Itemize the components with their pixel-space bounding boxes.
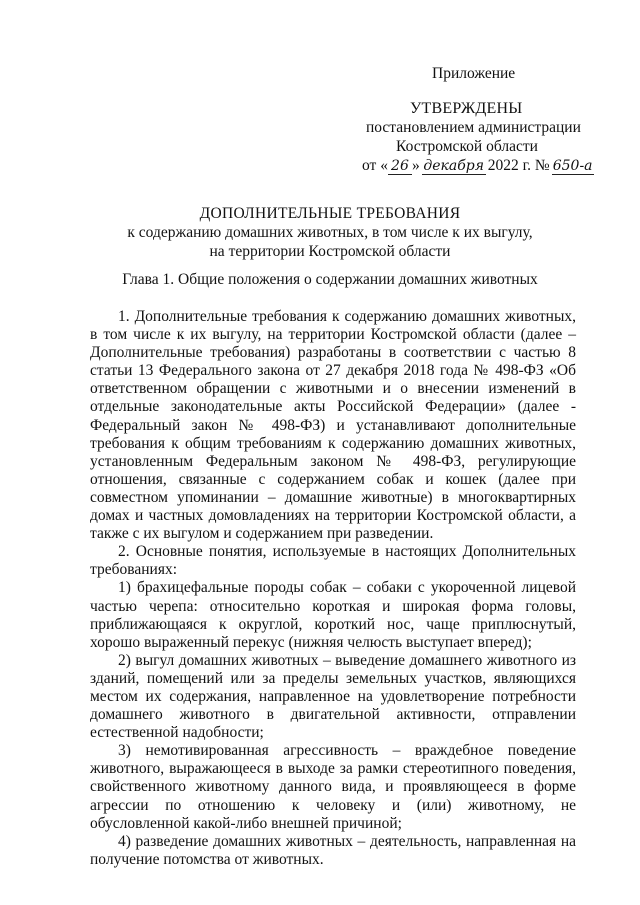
decree-line-1: постановлением администрации (366, 119, 581, 136)
body-text (90, 308, 576, 869)
chapter-heading: Глава 1. Общие положения о содержании домашних животных (122, 271, 538, 288)
decree-date-line (340, 156, 610, 175)
paragraph-3: 1) брахицефальные породы собак – собаки с укороченной лицевой частью черепа: относительно короткая и широкая форма головы, приближающаяся к округлой, короткий нос, чаще приплюснутый, хорошо выраженный перекус (нижняя челюсть выступает вперед); (90, 579, 576, 651)
title-line-3: на территории Костромской области (209, 243, 451, 260)
title-line-1: ДОПОЛНИТЕЛЬНЫЕ ТРЕБОВАНИЯ (199, 205, 461, 222)
approved-label: УТВЕРЖДЕНЫ (410, 100, 523, 117)
date-prefix: от « (362, 157, 388, 174)
paragraph-1: 1. Дополнительные требования к содержанию домашних животных, в том числе к их выгулу, на территории Костромской области (далее – Дополнительные требования) разработаны в соответствии с частью 8 статьи 13 Федерального закона от 27 декабря 2018 года № 498-ФЗ «Об ответственном обращении с животными и о внесении изменений в отдельные законодательные акты Российской Федерации» (далее - Федеральный закон № 498-ФЗ) и устанавливают дополнительные требования к общим требованиям к содержанию домашних животных, установленным Федеральным законом № 498-ФЗ, регулирующие отношения, связанные с содержанием собак и кошек (далее при совместном упоминании – домашние животные) в многоквартирных домах и частных домовладениях на территории Костромской области, а также с их выгулом и содержанием при разведении. (90, 308, 576, 543)
handwritten-month: декабря (423, 158, 485, 174)
title-line-2: к содержанию домашних животных, в том числе к их выгулу, (127, 224, 533, 241)
paragraph-5: 3) немотивированная агрессивность – враждебное поведение животного, выражающееся в выходе за рамки стереотипного поведения, свойственного животному данного вида, и проявляющееся в форме агрессии по отношению к человеку и (или) животному, не обусловленной какой-либо внешней причиной; (90, 742, 576, 832)
date-quote-close: » (411, 157, 420, 174)
paragraph-4: 2) выгул домашних животных – выведение домашнего животного из зданий, помещений или за пределы земельных участков, являющихся местом их содержания, направленное на удовлетворение потребности домашнего животного в двигательной активности, отправлении естественной надобности; (90, 651, 576, 742)
paragraph-2: 2. Основные понятия, используемые в настоящих Дополнительных требованиях: (90, 543, 576, 579)
appendix-label: Приложение (432, 65, 516, 82)
date-year: 2022 г. № (487, 157, 550, 174)
decree-line-2: Костромской области (396, 138, 538, 155)
handwritten-decree-number: 650-а (552, 158, 593, 174)
approval-block (340, 64, 610, 175)
paragraph-6: 4) разведение домашних животных – деятельность, направленная на получение потомства от животных. (90, 832, 576, 868)
document-title (60, 204, 600, 261)
handwritten-day: 26 (388, 159, 412, 175)
